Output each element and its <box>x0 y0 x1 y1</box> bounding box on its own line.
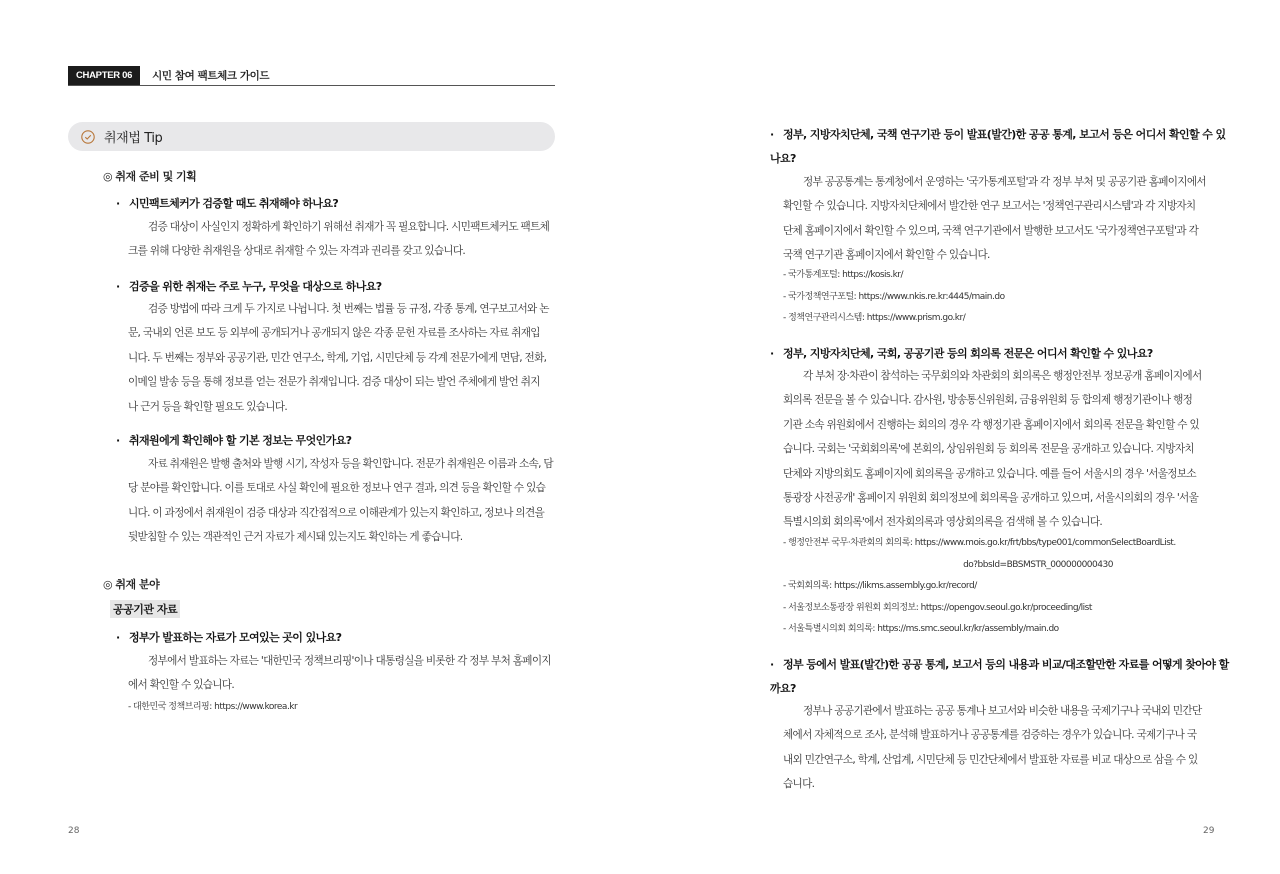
reference-link-mois[interactable]: - 행정안전부 국무·차관회의 회의록: https://www.mois.go.kr/frt/bbs/type001/commonSelectBoardList. <box>783 538 1176 548</box>
bullet-icon: · <box>116 280 120 293</box>
answer-1: 검증 대상이 사실인지 정확하게 확인하기 위해선 취재가 꼭 필요합니다. 시민팩트체커도 팩트체 크를 위해 다양한 취재원을 상대로 취재할 수 있는 자격과 권리를 갖고 있습니다. <box>128 221 550 258</box>
bullet-icon: · <box>116 434 120 447</box>
chapter-header <box>68 66 555 86</box>
chapter-badge: CHAPTER 06 <box>68 66 140 85</box>
question-1: · 시민팩트체커가 검증할 때도 취재해야 하나요? <box>116 197 339 210</box>
question-7-cont: 까요? <box>770 682 796 695</box>
bullet-icon: · <box>770 128 774 141</box>
question-5: · 정부, 지방자치단체, 국책 연구기관 등이 발표(발간)한 공공 통계, 보고서 등은 어디서 확인할 수 있 <box>770 128 1226 141</box>
reference-links-minutes <box>783 533 1223 641</box>
subheading-public-data: 공공기관 자료 <box>110 598 180 618</box>
answer-7: 정부나 공공기관에서 발표하는 공공 통계나 보고서와 비슷한 내용을 국제기구나 국내외 민간단 체에서 자체적으로 조사, 분석해 발표하거나 공공통계를 검증하는 경우가 있습니다. 국제기구나 국 내외 민간연구소, 학계, 산업계, 시민단체 등 민간단체에서 발표한 자료를 비교 대상으로 삼을 수 있 습니다. <box>783 705 1202 791</box>
bullet-icon: · <box>116 631 120 644</box>
tip-title: 취재법 Tip <box>104 131 163 146</box>
question-6: · 정부, 지방자치단체, 국회, 공공기관 등의 회의록 전문은 어디서 확인할 수 있나요? <box>770 347 1153 360</box>
reference-link-nkis[interactable]: - 국가정책연구포털: https://www.nkis.re.kr:4445/main.do <box>783 291 1005 302</box>
page-number-right: 29 <box>1203 826 1215 836</box>
section-heading-fields: ◎ 취재 분야 <box>103 578 160 591</box>
right-page <box>640 0 1280 874</box>
reference-link-kosis[interactable]: - 국가통계포털: https://kosis.kr/ <box>783 270 904 280</box>
answer-4: 정부에서 발표하는 자료는 '대한민국 정책브리핑'이나 대통령실을 비롯한 각 정부 부처 홈페이지 에서 확인할 수 있습니다. <box>128 655 551 692</box>
section-heading-preparation: ◎ 취재 준비 및 기획 <box>103 170 197 183</box>
question-3: · 취재원에게 확인해야 할 기본 정보는 무엇인가요? <box>116 434 352 447</box>
reference-links-stats <box>783 265 1005 330</box>
question-7: · 정부 등에서 발표(발간)한 공공 통계, 보고서 등의 내용과 비교/대조할만한 자료를 어떻게 찾아야 할 <box>770 658 1229 671</box>
reference-link-likms[interactable]: - 국회회의록: https://likms.assembly.go.kr/record/ <box>783 581 977 591</box>
bullet-icon: · <box>116 197 120 210</box>
bullet-icon: · <box>770 347 774 360</box>
question-5-cont: 나요? <box>770 152 796 165</box>
reference-link-korea-kr[interactable]: - 대한민국 정책브리핑: https://www.korea.kr <box>128 702 298 712</box>
reference-link-opengov[interactable]: - 서울정보소통광장 위원회 회의정보: https://opengov.seoul.go.kr/proceeding/list <box>783 602 1092 613</box>
answer-3: 자료 취재원은 발행 출처와 발행 시기, 작성자 등을 확인합니다. 전문가 취재원은 이름과 소속, 담 당 분야를 확인합니다. 이를 토대로 사실 확인에 필요한 정보나 연구 결과, 의견 등을 확인할 수 있습 니다. 이 과정에서 취재원이 검증 대상과 직간접적으로 이해관계가 있는지 확인하고, 정보나 의견을 뒷받침할 수 있는 객관적인 근거 자료가 제시돼 있는지도 확인하는 게 좋습니다. <box>128 458 553 544</box>
reference-link-prism[interactable]: - 정책연구관리시스템: https://www.prism.go.kr/ <box>783 313 966 323</box>
question-2: · 검증을 위한 취재는 주로 누구, 무엇을 대상으로 하나요? <box>116 280 382 293</box>
chapter-title: 시민 참여 팩트체크 가이드 <box>152 70 270 82</box>
question-4: · 정부가 발표하는 자료가 모여있는 곳이 있나요? <box>116 631 342 644</box>
answer-6: 각 부처 장·차관이 참석하는 국무회의와 차관회의 회의록은 행정안전부 정보공개 홈페이지에서 회의록 전문을 볼 수 있습니다. 감사원, 방송통신위원회, 금융위원회 등 합의제 행정기관이나 행정 기관 소속 위원회에서 진행하는 회의의 경우 각 행정기관 홈페이지에서 회의록 전문을 확인할 수 있 습니다. 국회는 '국회회의록'에 본회의, 상임위원회 등 회의록 전문을 공개하고 있습니다. 지방자치 단체와 지방의회도 홈페이지에 회의록을 공개하고 있습니다. 예를 들어 서울시의 경우 '서울정보소 통광장 사전공개' 홈페이지 위원회 회의정보에 회의록을 공개하고 있으며, 서울시의회의 경우 '서울 특별시의회 회의록'에서 전자회의록과 영상회의록을 검색해 볼 수 있습니다. <box>783 370 1202 529</box>
bullet-icon: · <box>770 658 774 671</box>
check-circle-icon <box>81 130 95 144</box>
reference-link-smc[interactable]: - 서울특별시의회 회의록: https://ms.smc.seoul.kr/kr/assembly/main.do <box>783 624 1059 634</box>
page-number-left: 28 <box>68 826 80 836</box>
reference-link-mois-cont[interactable]: do?bbsId=BBSMSTR_000000000430 <box>963 559 1113 570</box>
tip-banner <box>68 122 555 151</box>
answer-2: 검증 방법에 따라 크게 두 가지로 나뉩니다. 첫 번째는 법률 등 규정, 각종 통계, 연구보고서와 논 문, 국내외 언론 보도 등 외부에 공개되거나 공개되지 않은 각종 문헌 자료를 조사하는 자료 취재입 니다. 두 번째는 정부와 공공기관, 민간 연구소, 학계, 기업, 시민단체 등 각계 전문가에게 면담, 전화, 이메일 발송 등을 통해 정보를 얻는 전문가 취재입니다. 검증 대상이 되는 발언 주체에게 발언 취지 나 근거 등을 확인할 필요도 있습니다. <box>128 303 549 413</box>
answer-5: 정부 공공통계는 통계청에서 운영하는 '국가통계포털'과 각 정부 부처 및 공공기관 홈페이지에서 확인할 수 있습니다. 지방자치단체에서 발간한 연구 보고서는 '정책연구관리시스템'과 각 지방자치 단체 홈페이지에서 확인할 수 있으며, 국책 연구기관에서 발행한 보고서도 '국가정책연구포털'과 각 국책 연구기관 홈페이지에서 확인할 수 있습니다. <box>783 176 1206 262</box>
